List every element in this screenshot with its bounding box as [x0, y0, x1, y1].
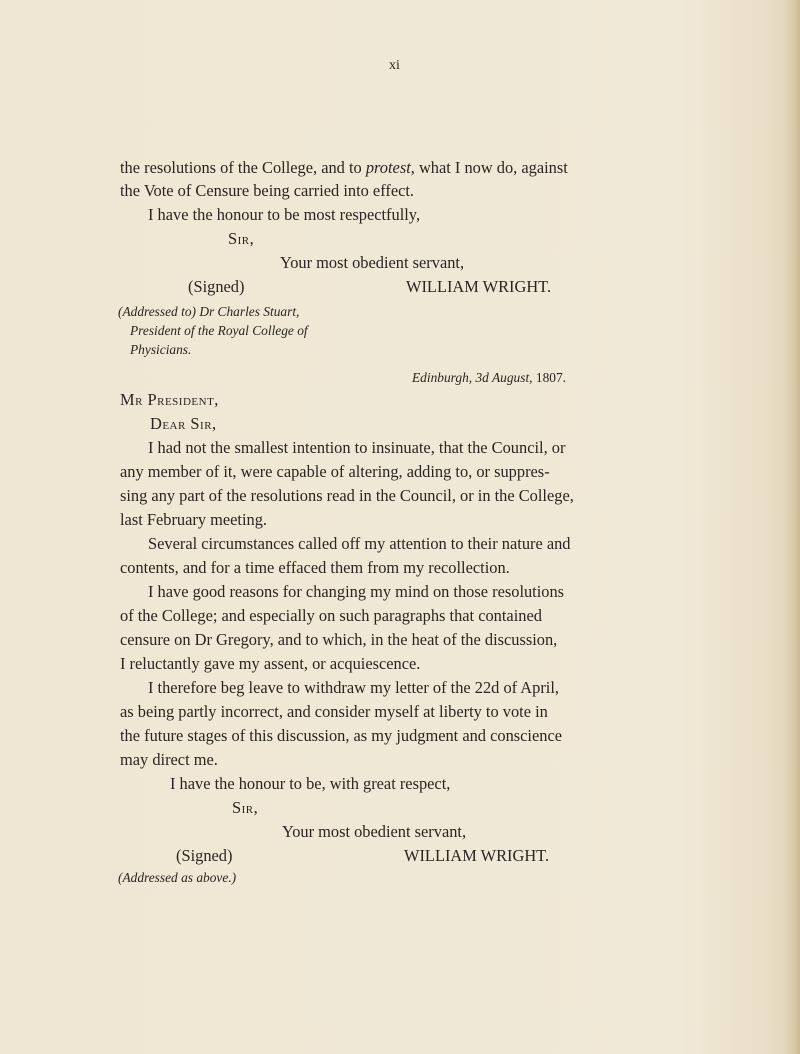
letter2-dateline-year: 1807. — [535, 370, 567, 385]
letter1-address-2: President of the Royal College of — [130, 323, 308, 338]
letter2-body-line: of the College; and especially on such paragraphs that contained — [120, 606, 542, 625]
letter2-body-line: last February meeting. — [120, 510, 268, 529]
page-number: xi — [389, 58, 400, 73]
letter2-body-line: any member of it, were capable of altering, adding to, or suppres- — [120, 462, 550, 481]
letter1-para-line-1 — [120, 158, 568, 178]
letter2-body-line: I reluctantly gave my assent, or acquiescence. — [120, 654, 421, 673]
letter2-body-line: Several circumstances called off my attention to their nature and — [148, 534, 571, 553]
letter2-dateline-place: Edinburgh, 3d August, — [412, 370, 533, 385]
letter1-para-line-1-tail: , what I now do, against — [410, 158, 568, 177]
letter2-body-line: I therefore beg leave to withdraw my letter of the 22d of April, — [148, 678, 559, 697]
letter2-body-line: as being partly incorrect, and consider myself at liberty to vote in — [120, 702, 548, 721]
letter1-protest-word: protest — [365, 158, 411, 177]
letter1-closing-1: I have the honour to be most respectfully, — [148, 205, 421, 224]
letter1-signer: WILLIAM WRIGHT. — [406, 277, 552, 296]
letter2-body-line: I have good reasons for changing my mind on those resolutions — [148, 582, 565, 601]
letter2-body-line: may direct me. — [120, 750, 218, 769]
letter2-greeting-1: Mr President, — [120, 390, 219, 409]
letter2-body-line: sing any part of the resolutions read in the Council, or in the College, — [120, 486, 574, 505]
letter1-signed: (Signed) — [188, 277, 245, 296]
letter2-body-line: the future stages of this discussion, as my judgment and conscience — [120, 726, 562, 745]
letter1-para-line-2: the Vote of Censure being carried into effect. — [120, 181, 415, 200]
letter1-para-line-1-text: the resolutions of the College, and to — [120, 158, 362, 177]
letter2-body-line: I had not the smallest intention to insinuate, that the Council, or — [148, 438, 566, 457]
letter2-body-line: censure on Dr Gregory, and to which, in the heat of the discussion, — [120, 630, 558, 649]
letter2-dateline — [412, 368, 566, 388]
letter1-address-3: Physicians. — [130, 342, 192, 357]
letter1-salutation: Sir, — [228, 229, 255, 248]
letter2-closing-2: Your most obedient servant, — [282, 822, 467, 841]
letter1-closing-2: Your most obedient servant, — [280, 253, 465, 272]
letter2-greeting-2: Dear Sir, — [150, 414, 217, 433]
letter2-salutation: Sir, — [232, 798, 259, 817]
letter2-signed: (Signed) — [176, 846, 233, 865]
letter1-address-1: (Addressed to) Dr Charles Stuart, — [118, 304, 300, 319]
page-edge-shadow — [786, 0, 800, 1054]
letter2-body-line: contents, and for a time effaced them from my recollection. — [120, 558, 510, 577]
letter2-signer: WILLIAM WRIGHT. — [404, 846, 550, 865]
letter2-closing-1: I have the honour to be, with great respect, — [170, 774, 451, 793]
letter2-address: (Addressed as above.) — [118, 870, 237, 885]
